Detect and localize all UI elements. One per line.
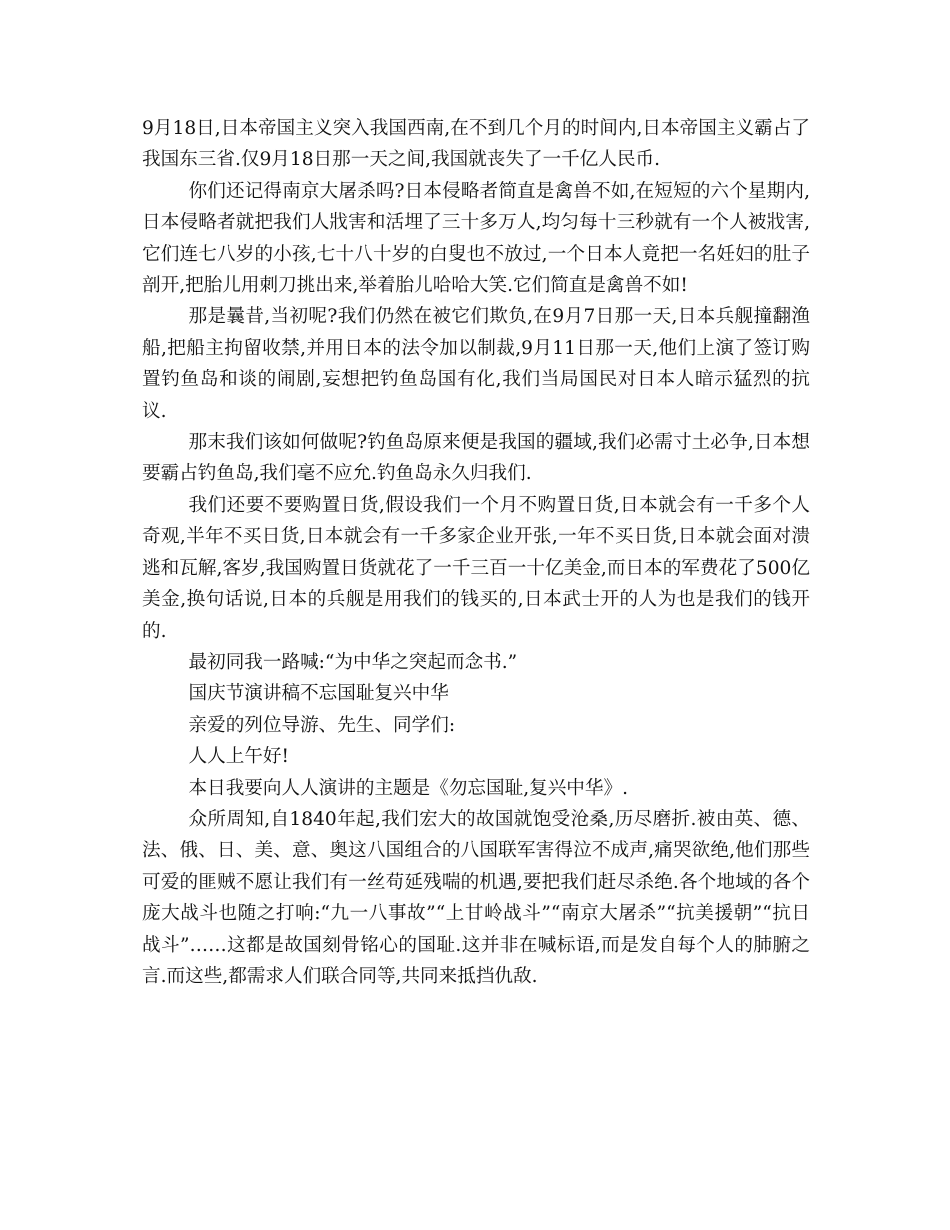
greeting: 人人上午好! <box>188 746 289 768</box>
paragraph-japanese-goods: 我们还要不要购置日货,假设我们一个月不购置日货,日本就会有一千多个人奇观,半年不买日货,日本就会有一千多家企业开张,一年不买日货,日本就会面对溃逃和瓦解,客岁,我国购置日货就花了一千三百一十亿美金,而日本的军费花了500亿美金,换句话说,日本的兵舰是用我们的钱买的,日本武士开的人为也是我们的钱开的. <box>142 494 810 642</box>
salutation: 亲爱的列位导游、先生、同学们: <box>188 714 456 736</box>
paragraph-closing-slogan: 最初同我一路喊:“为中华之突起而念书.” <box>188 651 518 673</box>
speech-title: 国庆节演讲稿不忘国耻复兴中华 <box>188 683 449 705</box>
paragraph-sept-18: 9月18日,日本帝国主义突入我国西南,在不到几个月的时间内,日本帝国主义霸占了我国东三省.仅9月18日那一天之间,我国就丧失了一千亿人民币. <box>142 118 810 171</box>
paragraph-diaoyu-dispute: 那是曩昔,当初呢?我们仍然在被它们欺负,在9月7日那一天,日本兵舰撞翻渔船,把船主拘留收禁,并用日本的法令加以制裁,9月11日那一天,他们上演了签订购置钓鱼岛和谈的闹剧,妄想把钓鱼岛国有化,我们当局国民对日本人暗示猛烈的抗议. <box>142 306 810 422</box>
paragraph-nanjing-massacre: 你们还记得南京大屠杀吗?日本侵略者简直是禽兽不如,在短短的六个星期内,日本侵略者就把我们人戕害和活埋了三十多万人,均匀每十三秒就有一个人被戕害,它们连七八岁的小孩,七十八十岁的白叟也不放过,一个日本人竟把一名妊妇的肚子剖开,把胎儿用刺刀挑出来,举着胎儿哈哈大笑.它们简直是禽兽不如! <box>142 180 810 297</box>
document-body <box>142 113 810 992</box>
paragraph-topic: 本日我要向人人演讲的主题是《勿忘国耻,复兴中华》. <box>188 777 628 799</box>
paragraph-history: 众所周知,自1840年起,我们宏大的故国就饱受沧桑,历尽磨折.被由英、德、法、俄、日、美、意、奥这八国组合的八国联军害得泣不成声,痛哭欲绝,他们那些可爱的匪贼不愿让我们有一丝苟延残喘的机遇,要把我们赶尽杀绝.各个地域的各个庞大战斗也随之打响:“九一八事故”“上甘岭战斗”“南京大屠杀”“抗美援朝”“抗日战斗”……这都是故国刻骨铭心的国耻.这并非在喊标语,而是发自每个人的肺腑之言.而这些,都需求人们联合同等,共同来抵挡仇敌. <box>142 808 810 987</box>
paragraph-what-to-do: 那末我们该如何做呢?钓鱼岛原来便是我国的疆域,我们必需寸土必争,日本想要霸占钓鱼岛,我们毫不应允.钓鱼岛永久归我们. <box>142 432 810 485</box>
